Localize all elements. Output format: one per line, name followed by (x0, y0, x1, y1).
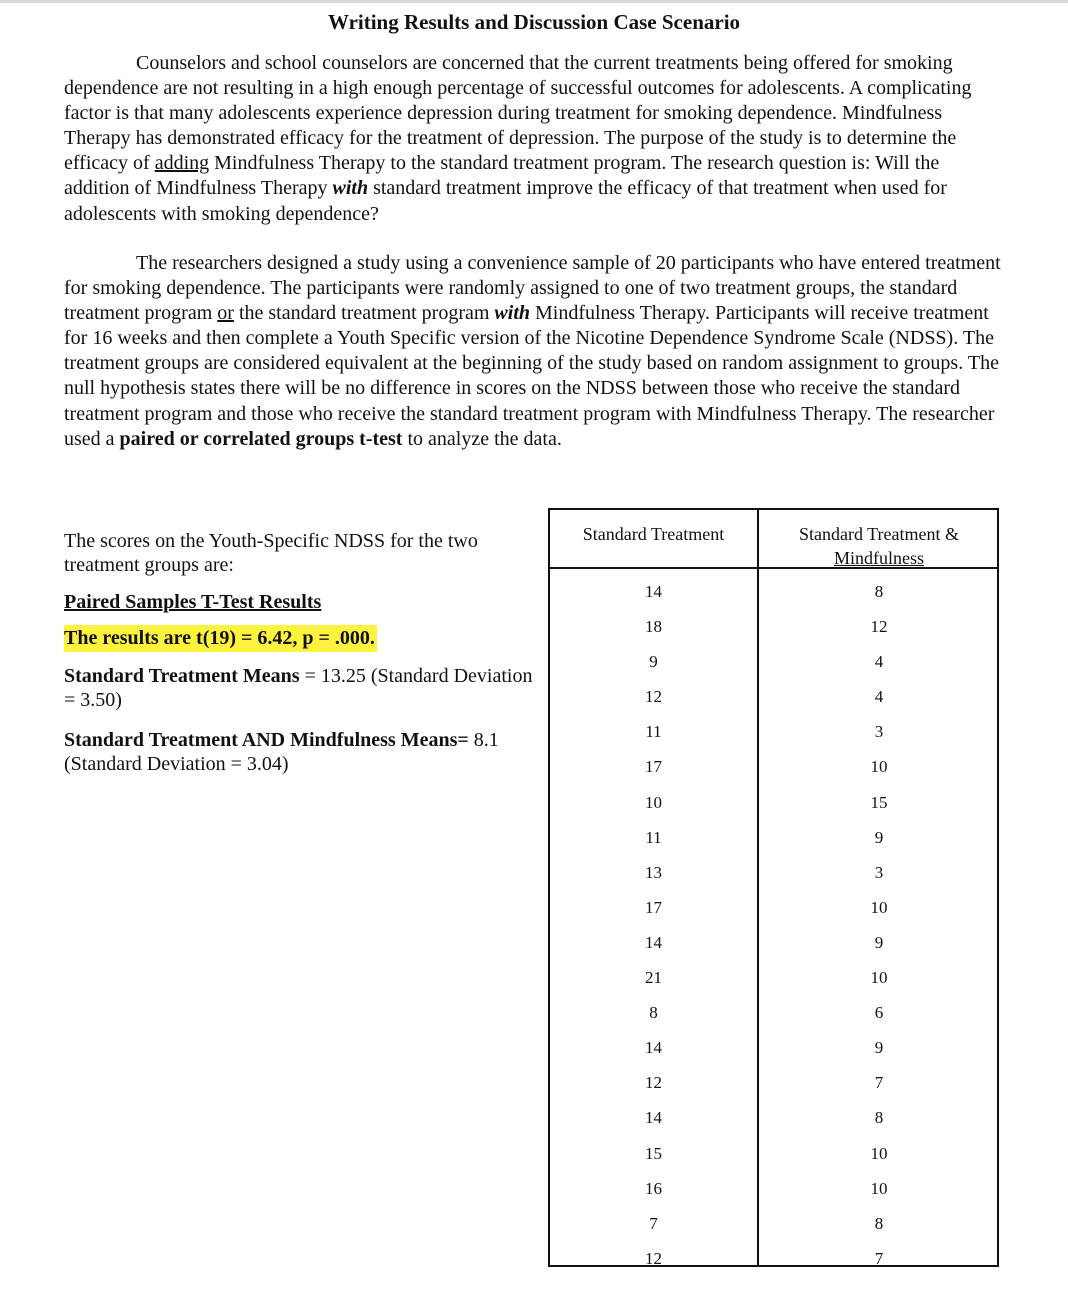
mindfulness-score-cell: 7 (874, 1248, 884, 1268)
standard-score-cell: 7 (649, 1213, 658, 1233)
standard-score-cell: 17 (645, 897, 662, 917)
scores-table (548, 508, 999, 1267)
mindfulness-score-cell: 10 (870, 897, 888, 917)
mindfulness-means: Standard Treatment AND Mindfulness Means= 8.1 (Standard Deviation = 3.04) (64, 729, 499, 775)
standard-score-cell: 12 (645, 687, 662, 707)
mindfulness-score-cell: 9 (874, 1038, 884, 1058)
design-paragraph: The researchers designed a study using a convenience sample of 20 participants who have entered treatment for smoking dependence. The participants were randomly assigned to one of two treatment groups, the standard treatment program or the standard treatment program with Mindfulness Therapy. Participants will receive treatment for 16 weeks and then complete a Youth Specific version of the Nicotine Dependence Syndrome Scale (NDSS). The treatment groups are considered equivalent at the beginning of the study based on random assignment to groups. The null hypothesis states there will be no difference in scores on the NDSS between those who receive the standard treatment program and those who receive the standard treatment program with Mindfulness Therapy. The researcher used a paired or correlated groups t-test to analyze the data. (64, 252, 1001, 450)
mindfulness-score-cell: 4 (874, 687, 884, 707)
mindfulness-score-cell: 9 (874, 932, 884, 952)
standard-score-cell: 17 (645, 757, 662, 777)
mindfulness-score-cell: 6 (874, 1003, 884, 1023)
top-rule (0, 0, 1068, 3)
standard-score-cell: 11 (645, 827, 662, 847)
standard-score-cell: 11 (645, 722, 662, 742)
standard-score-cell: 14 (645, 582, 662, 601)
ttest-heading: Paired Samples T-Test Results (64, 591, 322, 613)
standard-score-cell: 12 (645, 1073, 662, 1093)
mindfulness-score-cell: 8 (874, 1108, 884, 1128)
scores-label: The scores on the Youth-Specific NDSS for the two treatment groups are: (64, 530, 478, 576)
intro-paragraph: Counselors and school counselors are concerned that the current treatments being offered for smoking dependence are not resulting in a high enough percentage of successful outcomes for adolescents. A complicating factor is that many adolescents experience depression during treatment for smoking dependence. Mindfulness Therapy has demonstrated efficacy for the treatment of depression. The purpose of the study is to determine the efficacy of adding Mindfulness Therapy to the standard treatment program. The research question is: Will the addition of Mindfulness Therapy with standard treatment improve the efficacy of that treatment when used for adolescents with smoking dependence? (64, 52, 972, 225)
mindfulness-score-cell: 9 (874, 827, 884, 847)
page-title: Writing Results and Discussion Case Scenario (327, 10, 741, 34)
standard-score-cell: 15 (645, 1143, 662, 1163)
mindfulness-scores-column (759, 580, 999, 1282)
standard-score-cell: 14 (645, 1108, 662, 1128)
ttest-result-highlight: The results are t(19) = 6.42, p = .000. (64, 625, 377, 652)
mindfulness-score-cell: 10 (870, 1178, 888, 1198)
standard-score-cell: 10 (645, 792, 662, 812)
standard-score-cell: 8 (649, 1003, 658, 1023)
header-standard-treatment: Standard Treatment (582, 524, 725, 544)
mindfulness-score-cell: 7 (874, 1073, 884, 1093)
standard-score-cell: 13 (645, 862, 662, 882)
mindfulness-score-cell: 8 (874, 582, 884, 601)
mindfulness-score-cell: 10 (870, 757, 888, 777)
mindfulness-score-cell: 10 (870, 1143, 888, 1163)
standard-score-cell: 9 (649, 652, 658, 672)
mindfulness-score-cell: 8 (874, 1213, 884, 1233)
standard-means: Standard Treatment Means = 13.25 (Standard Deviation = 3.50) (64, 665, 533, 711)
standard-score-cell: 18 (645, 617, 662, 637)
mindfulness-score-cell: 15 (870, 792, 888, 812)
standard-score-cell: 16 (645, 1178, 662, 1198)
standard-score-cell: 14 (645, 1038, 662, 1058)
standard-score-cell: 21 (645, 968, 662, 988)
standard-score-cell: 12 (645, 1248, 662, 1268)
mindfulness-score-cell: 12 (870, 617, 888, 637)
mindfulness-score-cell: 3 (874, 862, 884, 882)
mindfulness-score-cell: 3 (874, 722, 884, 742)
standard-score-cell: 14 (645, 932, 662, 952)
mindfulness-score-cell: 10 (870, 968, 888, 988)
standard-scores-column (550, 580, 757, 1282)
ttest-result (64, 626, 544, 650)
mindfulness-score-cell: 4 (874, 652, 884, 672)
header-standard-mindfulness: Standard Treatment & Mindfulness (799, 524, 959, 568)
